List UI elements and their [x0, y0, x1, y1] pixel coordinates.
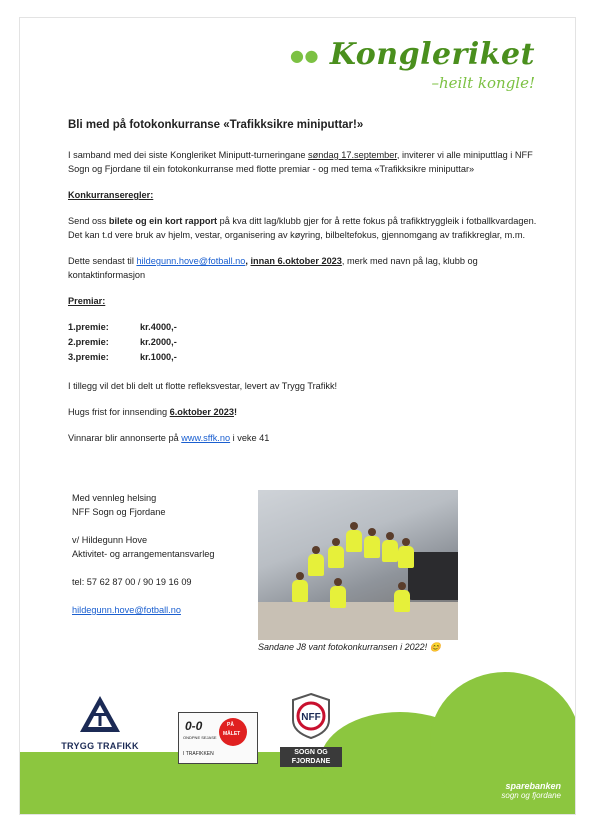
email-link[interactable]: hildegunn.hove@fotball.no: [136, 256, 246, 266]
null-drepne-logo: 0-0 ONDPNE SEJASE PÅ MÅLET I TRAFIKKEN: [178, 712, 258, 764]
extra-paragraph: I tillegg vil det bli delt ut flotte refleksvestar, levert av Trygg Trafikk!: [68, 381, 338, 391]
signature-email-link[interactable]: hildegunn.hove@fotball.no: [72, 605, 181, 615]
deadline-paragraph: Hugs frist for innsending 6.oktober 2023!: [68, 407, 238, 417]
prizes-heading: Premiar:: [68, 296, 106, 306]
prize-row: 2.premie: kr.2000,-: [68, 337, 177, 347]
document-page: [20, 18, 575, 814]
trygg-trafikk-logo: TRYGG TRAFIKK: [60, 694, 140, 751]
event-date: søndag 17.september: [308, 150, 397, 160]
brand-name: Kongleriket: [329, 37, 535, 72]
prize-list: [68, 320, 538, 365]
nff-badge-icon: [289, 692, 333, 740]
team-photo: [258, 490, 458, 640]
brand-tagline: –heilt kongle!: [431, 74, 535, 92]
website-link[interactable]: www.sffk.no: [181, 433, 231, 443]
photo-caption: Sandane J8 vant fotokonkurransen i 2022! 😊: [258, 642, 441, 652]
pinecone-dots-icon: ●●: [289, 46, 319, 65]
signature-block: Med vennleg helsing NFF Sogn og Fjordane v/ Hildegunn Hove Aktivitet- og arrangementansvarleg tel: 57 62 87 00 / 90 19 16 09 hildegunn.hove@fotball.no: [72, 493, 215, 615]
rules-heading: Konkurranseregler:: [68, 190, 154, 200]
prize-row: 1.premie: kr.4000,-: [68, 322, 177, 332]
sparebanken-logo: sparebanken sogn og fjordane: [501, 781, 561, 800]
nff-logo: NFF SOGN OG FJORDANE: [280, 692, 342, 767]
letter-body: [68, 118, 538, 457]
intro-paragraph: I samband med dei siste Kongleriket Miniputt-turneringane søndag 17.september, inviterer vi alle miniputtlag i NFF Sogn og Fjordane til ein fotokonkurranse med flotte premiar - og med tema «Trafikksikre miniputtar»: [68, 150, 533, 174]
prize-row: 3.premie: kr.1000,-: [68, 352, 177, 362]
page-title: Bli med på fotokonkurranse «Trafikksikre miniputtar!»: [68, 119, 364, 131]
rules-paragraph: Send oss bilete og ein kort rapport på kva ditt lag/klubb gjer for å rette fokus på trafikktryggleik i fotballkvardagen. Det kan t.d vere bruk av hjelm, vestar, organisering av køyring, bilbeltefokus, gjennomgang av trafikkreglar, m.m.: [68, 216, 537, 240]
kongleriket-logo: [289, 37, 535, 92]
phone-number: tel: 57 62 87 00 / 90 19 16 09: [72, 577, 192, 587]
deadline-text: innan 6.oktober 2023: [250, 256, 342, 266]
warning-triangle-icon: [78, 694, 122, 734]
winners-paragraph: Vinnarar blir annonserte på www.sffk.no i veke 41: [68, 433, 270, 443]
send-paragraph: Dette sendast til hildegunn.hove@fotball.no, innan 6.oktober 2023, merk med navn på lag, klubb og kontaktinformasjon: [68, 256, 478, 280]
svg-text:NFF: NFF: [301, 712, 321, 723]
